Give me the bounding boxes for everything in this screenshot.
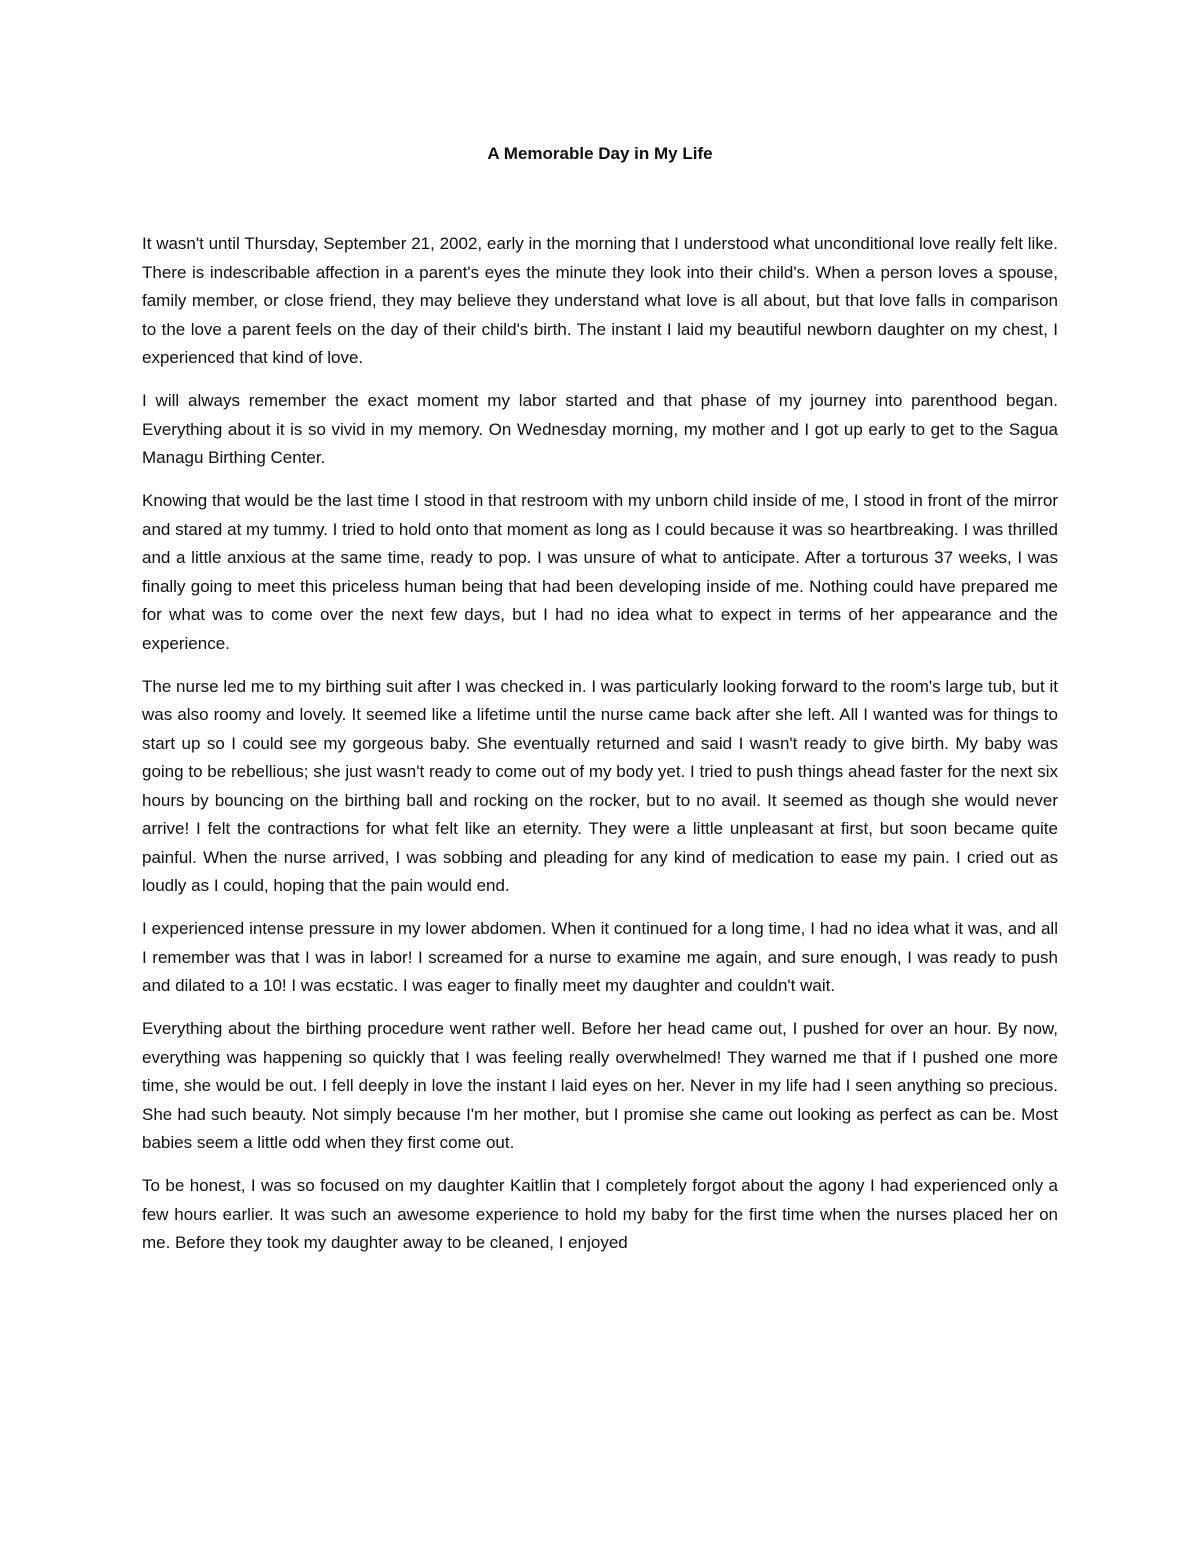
paragraph-4: The nurse led me to my birthing suit after I was checked in. I was particularly looking forward to the room's large tub, but it was also roomy and lovely. It seemed like a lifetime until the nurse came back after she left. All I wanted was for things to start up so I could see my gorgeous baby. She eventually returned and said I wasn't ready to give birth. My baby was going to be rebellious; she just wasn't ready to come out of my body yet. I tried to push things ahead faster for the next six hours by bouncing on the birthing ball and rocking on the rocker, but to no avail. It seemed as though she would never arrive! I felt the contractions for what felt like an eternity. They were a little unpleasant at first, but soon became quite painful. When the nurse arrived, I was sobbing and pleading for any kind of medication to ease my pain. I cried out as loudly as I could, hoping that the pain would end. bbox=[142, 676, 1058, 895]
paragraph-7: To be honest, I was so focused on my daughter Kaitlin that I completely forgot about the agony I had experienced only a few hours earlier. It was such an awesome experience to hold my baby for the first time when the nurses placed her on me. Before they took my daughter away to be cleaned, I enjoyed bbox=[142, 1176, 1058, 1252]
paragraph-6: Everything about the birthing procedure went rather well. Before her head came out, I pushed for over an hour. By now, everything was happening so quickly that I was feeling really overwhelmed! They warned me that if I pushed one more time, she would be out. I fell deeply in love the instant I laid eyes on her. Never in my life had I seen anything so precious. She had such beauty. Not simply because I'm her mother, but I promise she came out looking as perfect as can be. Most babies seem a little odd when they first come out. bbox=[142, 1019, 1058, 1152]
paragraph-5: I experienced intense pressure in my lower abdomen. When it continued for a long time, I had no idea what it was, and all I remember was that I was in labor! I screamed for a nurse to examine me again, and sure enough, I was ready to push and dilated to a 10! I was ecstatic. I was eager to finally meet my daughter and couldn't wait. bbox=[142, 919, 1058, 995]
paragraph-2: I will always remember the exact moment my labor started and that phase of my journey into parenthood began. Everything about it is so vivid in my memory. On Wednesday morning, my mother and I got up early to get to the Sagua Managu Birthing Center. bbox=[142, 391, 1058, 467]
document-body bbox=[142, 230, 1058, 1258]
document-title: A Memorable Day in My Life bbox=[487, 144, 713, 163]
paragraph-3: Knowing that would be the last time I stood in that restroom with my unborn child inside of me, I stood in front of the mirror and stared at my tummy. I tried to hold onto that moment as long as I could because it was so heartbreaking. I was thrilled and a little anxious at the same time, ready to pop. I was unsure of what to anticipate. After a torturous 37 weeks, I was finally going to meet this priceless human being that had been developing inside of me. Nothing could have prepared me for what was to come over the next few days, but I had no idea what to expect in terms of her appearance and the experience. bbox=[142, 491, 1058, 653]
paragraph-1: It wasn't until Thursday, September 21, 2002, early in the morning that I understood what unconditional love really felt like. There is indescribable affection in a parent's eyes the minute they look into their child's. When a person loves a spouse, family member, or close friend, they may believe they understand what love is all about, but that love falls in comparison to the love a parent feels on the day of their child's birth. The instant I laid my beautiful newborn daughter on my chest, I experienced that kind of love. bbox=[142, 234, 1058, 367]
